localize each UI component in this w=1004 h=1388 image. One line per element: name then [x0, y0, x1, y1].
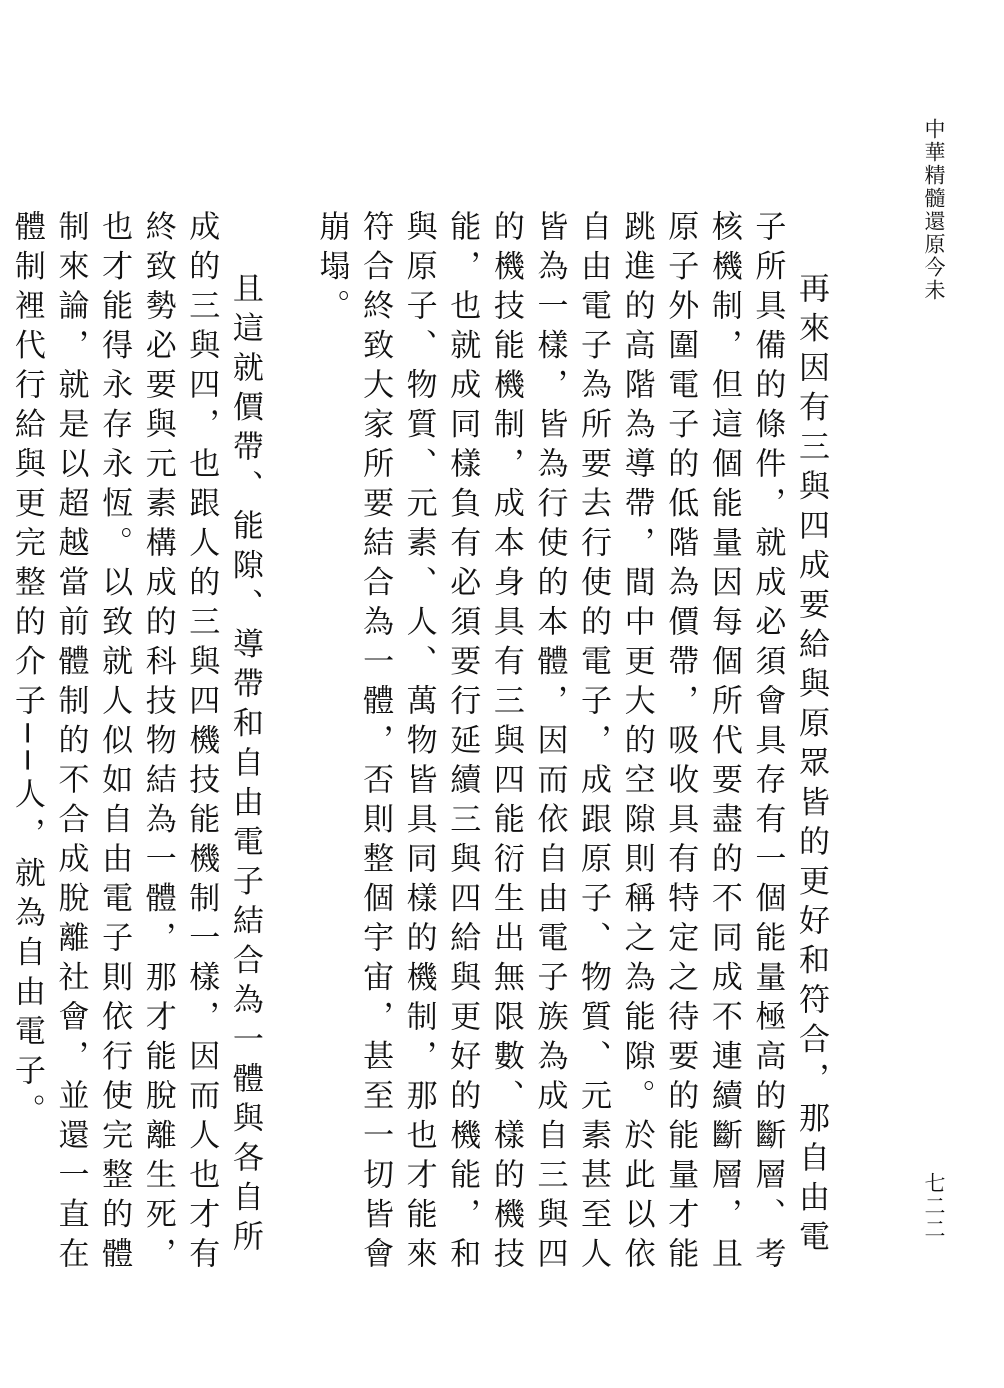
running-head-book-title: 中華精髓還原今未 [922, 118, 946, 302]
page-number: 七二二 [922, 1172, 946, 1241]
body-text [4, 210, 832, 1290]
paragraph-gap [266, 210, 309, 1290]
paragraph-1: 再來因有三與四成要給與原眾皆的更好和符合，那自由電子所具備的條件，就成必須會具存有一個能量極高的斷層、考核機制，但這個能量因每個所代要盡的不同成不連續斷層，且原子外圍電子的低階為價帶，吸收具有特定之待要的能量才能跳進的高階為導帶，間中更大的空隙則稱之為能隙。於此以依自由電子為所要去行使的電子，成跟原子、物質、元素甚至人皆為一樣，皆為行使的本體，因而依自由電子族為成自三與四的機技能機制，成本身具有三與四能衍生出無限數、樣的機技能，也就成同樣負有必須要行延續三與四給與更好的機能，和與原子、物質、元素、人、萬物皆具同樣的機制，那也才能來符合終致大家所要結合為一體，否則整個宇宙，甚至一切皆會崩塌。 [313, 210, 829, 1277]
paragraph-2: 且這就價帶、能隙、導帶和自由電子結合為一體與各自所成的三與四，也跟人的三與四機技能機制一樣，因而人也才有終致勢必要與元素構成的科技物結為一體，那才能脫離生死，也才能得永存永恆。以致就人似如自由電子則依行使完整的體制來論，就是以超越當前體制的不合成脫離社會，並還一直在體制裡代行給與更完整的介子──人，就為自由電子。 [8, 210, 263, 1277]
